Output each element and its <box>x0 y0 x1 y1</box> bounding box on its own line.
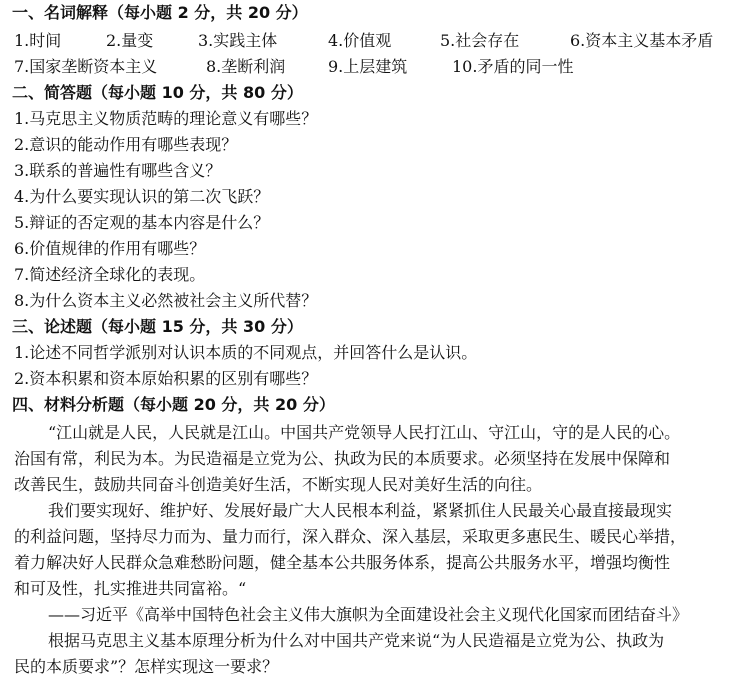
material-line: 改善民生，鼓励共同奋斗创造美好生活，不断实现人民对美好生活的向往。 <box>14 475 543 494</box>
question-item: 2.意识的能动作用有哪些表现？ <box>14 135 238 154</box>
question-item: 7.简述经济全球化的表现。 <box>14 265 206 284</box>
term-item: 4.价值观 <box>328 31 392 50</box>
material-line: 治国有常，利民为本。为民造福是立党为公、执政为民的本质要求。必须坚持在发展中保障和 <box>14 449 671 468</box>
question-item: 1.马克思主义物质范畴的理论意义有哪些？ <box>14 109 318 128</box>
question-item: 4.为什么要实现认识的第二次飞跃？ <box>14 187 270 206</box>
question-item: 1.论述不同哲学派别对认识本质的不同观点，并回答什么是认识。 <box>14 343 478 362</box>
term-item: 8.垄断利润 <box>206 57 286 76</box>
question-item: 5.辩证的否定观的基本内容是什么？ <box>14 213 270 232</box>
terms-row-1 <box>14 28 748 54</box>
term-item: 7.国家垄断资本主义 <box>14 57 158 76</box>
question-item: 2.资本积累和资本原始积累的区别有哪些？ <box>14 369 318 388</box>
section2-title: 二、简答题（每小题 10 分，共 80 分） <box>12 83 303 102</box>
term-item: 10.矛盾的同一性 <box>452 57 574 76</box>
section1-title: 一、名词解释（每小题 2 分，共 20 分） <box>12 3 308 22</box>
material-line: 和可及性，扎实推进共同富裕。“ <box>14 579 247 598</box>
term-item: 6.资本主义基本矛盾 <box>570 31 714 50</box>
term-item: 3.实践主体 <box>198 31 278 50</box>
question-item: 6.价值规律的作用有哪些？ <box>14 239 206 258</box>
terms-row-2 <box>14 54 748 80</box>
material-line: 着力解决好人民群众急难愁盼问题，健全基本公共服务体系，提高公共服务水平，增强均衡性 <box>14 553 671 572</box>
material-line: “江山就是人民，人民就是江山。中国共产党领导人民打江山、守江山，守的是人民的心。 <box>48 423 681 442</box>
analysis-question-line: 根据马克思主义基本原理分析为什么对中国共产党来说“为人民造福是立党为公、执政为 <box>48 631 665 650</box>
question-item: 8.为什么资本主义必然被社会主义所代替？ <box>14 291 318 310</box>
term-item: 5.社会存在 <box>440 31 520 50</box>
term-item: 1.时间 <box>14 31 62 50</box>
section3-title: 三、论述题（每小题 15 分，共 30 分） <box>12 317 303 336</box>
analysis-question-line: 民的本质要求”？怎样实现这一要求？ <box>14 657 279 676</box>
term-item: 9.上层建筑 <box>328 57 408 76</box>
quote-source: ——习近平《高举中国特色社会主义伟大旗帜为全面建设社会主义现代化国家而团结奋斗》 <box>48 605 689 624</box>
question-item: 3.联系的普遍性有哪些含义？ <box>14 161 222 180</box>
material-line: 我们要实现好、维护好、发展好最广大人民根本利益，紧紧抓住人民最关心最直接最现实 <box>48 501 673 520</box>
term-item: 2.量变 <box>106 31 154 50</box>
section4-title: 四、材料分析题（每小题 20 分，共 20 分） <box>12 395 335 414</box>
material-line: 的利益问题，坚持尽力而为、量力而行，深入群众、深入基层，采取更多惠民生、暖民心举措， <box>14 527 687 546</box>
